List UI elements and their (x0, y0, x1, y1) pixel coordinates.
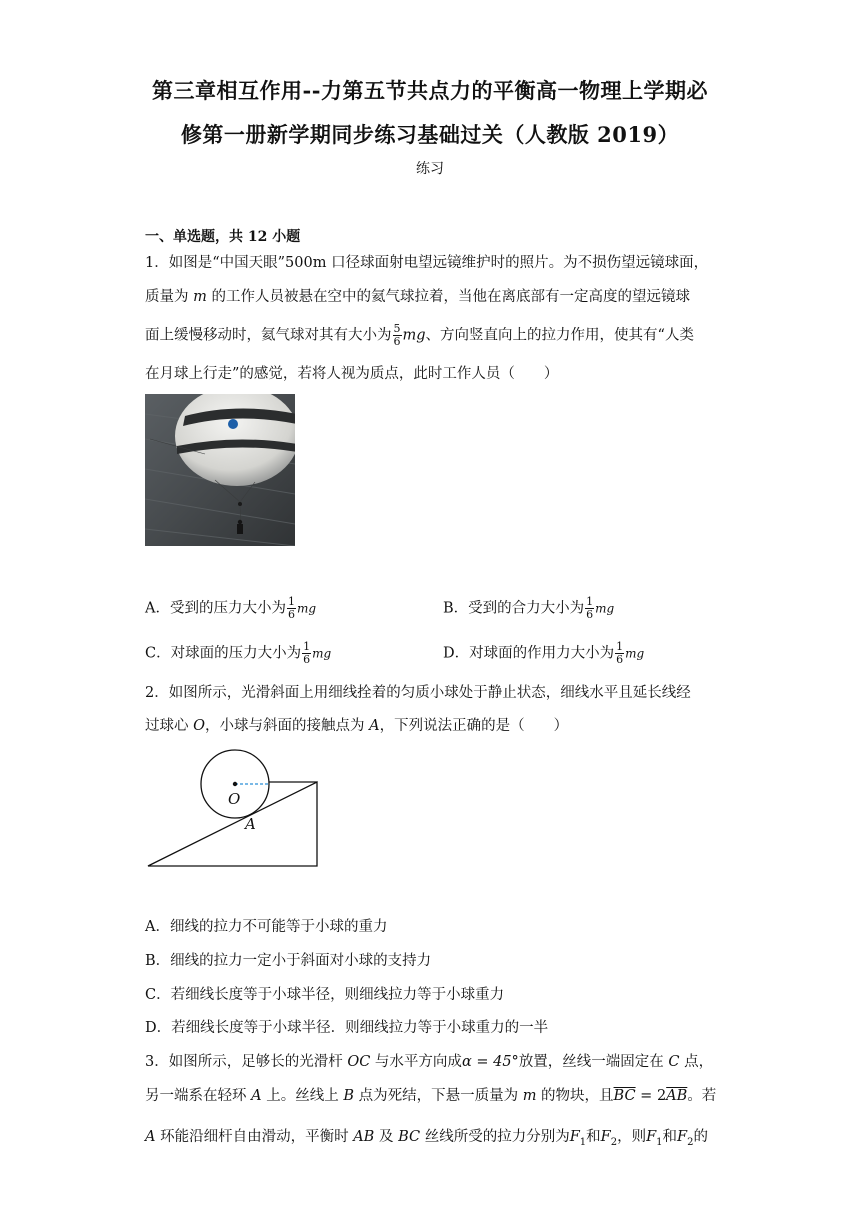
subscript: 1 (579, 1136, 587, 1148)
q3-text: 的 (693, 1129, 708, 1145)
option-label: D．对球面的作用力大小为 (443, 645, 615, 662)
q2-option-d[interactable]: D．若细线长度等于小球半径．则细线拉力等于小球重力的一半 (145, 1020, 549, 1036)
balloon-photo (145, 394, 295, 546)
mg-term: mg (312, 646, 332, 661)
vector-bc: $\overline{BC}$ (613, 1088, 636, 1104)
q3-text: 3．如图所示，足够长的光滑杆 (145, 1054, 348, 1070)
var-f: F (677, 1129, 688, 1145)
q1-line-1 (145, 253, 708, 273)
q3-line-1 (145, 1052, 713, 1072)
var-a: A (145, 1129, 156, 1145)
fraction-denominator: 6 (586, 608, 594, 621)
q3-text: 与水平方向成 (370, 1054, 462, 1070)
var-oc: OC (347, 1054, 371, 1070)
q2-text: 过球心 (145, 718, 194, 734)
q1-option-b[interactable] (443, 596, 614, 621)
q1-line-2 (145, 287, 690, 307)
var-c: C (668, 1054, 680, 1070)
q3-text: 丝线所受的拉力分别为 (420, 1129, 570, 1145)
mg-term: mg (625, 646, 645, 661)
q1-option-c[interactable] (145, 641, 331, 666)
mg-term: mg (296, 601, 317, 616)
q3-text: 和 (586, 1129, 601, 1145)
var-ab: AB (353, 1129, 375, 1145)
fraction (615, 641, 624, 666)
q2-text: 2．如图所示，光滑斜面上用细线拴着的匀质小球处于静止状态，细线水平且延长线经 (145, 685, 691, 701)
q3-text: 环能沿细杆自由滑动，平衡时 (155, 1129, 354, 1145)
label-a: A (245, 815, 256, 833)
incline-ball-diagram (145, 745, 325, 870)
q1-option-a[interactable] (145, 596, 316, 621)
fraction (287, 596, 296, 621)
fraction-numerator: 1 (616, 640, 624, 653)
q3-text: 和 (662, 1129, 678, 1145)
q2-text: ，小球与斜面的接触点为 (205, 718, 370, 734)
fraction-numerator: 1 (586, 595, 594, 608)
q2-option-c[interactable]: C．若细线长度等于小球半径，则细线拉力等于小球重力 (145, 987, 505, 1003)
q1-var-m: m (193, 289, 207, 305)
label-o: O (228, 790, 241, 808)
q1-text: 的工作人员被悬在空中的氦气球拉着，当他在离底部有一定高度的望远镜球 (206, 289, 690, 305)
q1-text: 质量为 (145, 289, 194, 305)
q3-text: 点为死结，下悬一质量为 (353, 1088, 523, 1104)
fraction-denominator: 6 (393, 335, 401, 348)
var-a: A (369, 718, 380, 734)
var-m: m (522, 1088, 537, 1104)
subscript: 1 (656, 1136, 663, 1148)
subscript: 2 (687, 1136, 694, 1148)
q3-text: 上。丝线上 (261, 1088, 344, 1104)
vector-ab: $\overline{AB}$ (666, 1088, 688, 1104)
option-label: C．对球面的压力大小为 (145, 645, 302, 662)
fraction (393, 323, 402, 348)
var-a: A (251, 1088, 262, 1104)
center-dot (233, 782, 237, 786)
q3-text: 放置，丝线一端固定在 (518, 1054, 669, 1070)
q2-option-a[interactable]: A．细线的拉力不可能等于小球的重力 (145, 919, 388, 935)
var-f: F (646, 1129, 657, 1145)
q1-line-3 (145, 323, 694, 348)
document-title-line-1: 第三章相互作用--力第五节共点力的平衡高一物理上学期必 (152, 78, 708, 103)
var-bc: BC (398, 1129, 421, 1145)
q2-line-1 (145, 683, 691, 703)
fraction (585, 596, 594, 621)
var-o: O (193, 718, 205, 734)
fraction-numerator: 1 (303, 640, 311, 653)
mg-term: mg (595, 601, 615, 616)
section-heading: 一、单选题，共 12 小题 (145, 229, 301, 245)
document-subtitle: 练习 (416, 161, 444, 177)
q1-text: 在月球上行走”的感觉，若将人视为质点，此时工作人员（ ） (145, 366, 559, 382)
fraction-denominator: 6 (616, 653, 624, 666)
q3-text: 点， (679, 1054, 714, 1070)
mg-term: mg (402, 327, 426, 344)
var-b: B (343, 1088, 354, 1104)
q3-line-3 (145, 1127, 708, 1153)
equals-two: = 2 (635, 1088, 667, 1104)
fraction-denominator: 6 (287, 608, 295, 621)
fraction-denominator: 6 (303, 653, 311, 666)
var-f: F (600, 1129, 611, 1145)
q3-text: ，则 (617, 1129, 647, 1145)
q1-option-d[interactable] (443, 641, 644, 666)
q1-text: 、方向竖直向上的拉力作用，使其有“人类 (425, 327, 694, 344)
alpha-value: α = 45° (461, 1054, 519, 1070)
fraction-numerator: 1 (287, 595, 295, 608)
var-f: F (569, 1129, 580, 1145)
q2-option-b[interactable]: B．细线的拉力一定小于斜面对小球的支持力 (145, 953, 432, 969)
q3-text: 的物块，且 (536, 1088, 614, 1104)
q1-line-4 (145, 364, 558, 384)
subscript: 2 (610, 1136, 618, 1148)
q3-text: 及 (374, 1129, 399, 1145)
q1-text: 面上缓慢移动时，氦气球对其有大小为 (145, 327, 392, 344)
q3-line-2 (145, 1086, 716, 1106)
option-label: A．受到的压力大小为 (145, 600, 286, 617)
document-title-line-2: 修第一册新学期同步练习基础过关（人教版 2019） (180, 122, 680, 147)
fraction (302, 641, 311, 666)
q1-text: 1．如图是“中国天眼”500m 口径球面射电望远镜维护时的照片。为不损伤望远镜球面， (145, 255, 709, 271)
q3-text: 。若 (687, 1088, 717, 1104)
fraction-numerator: 5 (393, 322, 401, 335)
q2-text: ，下列说法正确的是（ ） (379, 718, 569, 734)
q3-text: 另一端系在轻环 (145, 1088, 252, 1104)
option-label: B．受到的合力大小为 (443, 600, 585, 617)
q2-line-2 (145, 716, 568, 736)
